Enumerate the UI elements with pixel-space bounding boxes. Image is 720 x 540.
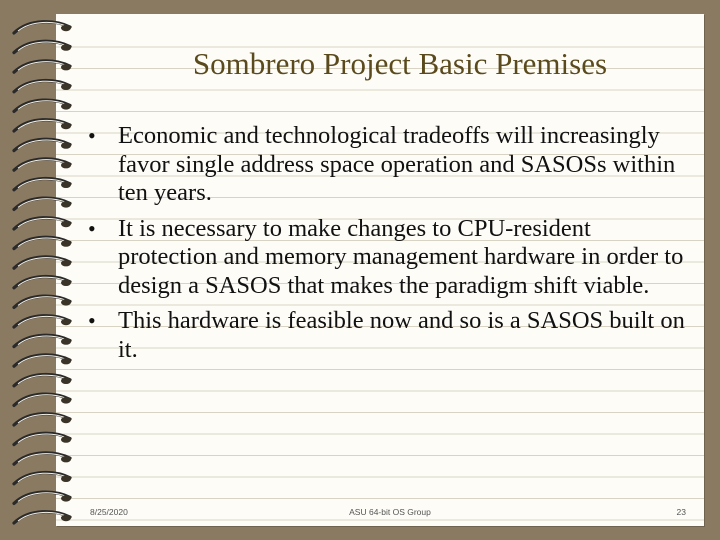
- binding-ring: [14, 355, 71, 366]
- footer-date: 8/25/2020: [90, 507, 128, 517]
- bullet-text: It is necessary to make changes to CPU-resident protection and memory management hardware in order to design a SASOS that makes the paradigm shift viable.: [118, 214, 684, 299]
- binding-ring: [14, 139, 71, 150]
- bullet-icon: •: [88, 308, 96, 333]
- binding-ring: [14, 41, 71, 52]
- spiral-binding-icon: [0, 0, 90, 540]
- binding-ring: [14, 120, 71, 131]
- binding-ring: [14, 433, 71, 444]
- binding-ring: [14, 100, 71, 111]
- bullet-icon: •: [88, 123, 96, 148]
- binding-ring: [14, 61, 71, 72]
- bullet-text: This hardware is feasible now and so is a SASOS built on it.: [118, 307, 685, 363]
- binding-ring: [14, 296, 71, 307]
- binding-ring: [14, 394, 71, 405]
- binding-ring: [14, 492, 71, 503]
- bullet-list: [86, 122, 696, 371]
- binding-ring: [14, 453, 71, 464]
- binding-ring: [14, 374, 71, 385]
- bullet-item: [86, 307, 696, 364]
- binding-ring: [14, 316, 71, 327]
- binding-ring: [14, 80, 71, 91]
- slide-title: Sombrero Project Basic Premises: [192, 46, 608, 81]
- binding-ring: [14, 257, 71, 268]
- footer-center-text: ASU 64-bit OS Group: [349, 507, 431, 517]
- binding-ring: [14, 178, 71, 189]
- binding-ring: [14, 237, 71, 248]
- binding-ring: [14, 198, 71, 209]
- bullet-item: [86, 215, 696, 301]
- binding-ring: [14, 512, 71, 523]
- binding-ring: [14, 218, 71, 229]
- page-number: 23: [676, 507, 686, 517]
- binding-ring: [14, 276, 71, 287]
- bullet-text: Economic and technological tradeoffs will increasingly favor single address space operation and SASOSs within ten years.: [118, 122, 676, 206]
- bullet-item: [86, 122, 696, 208]
- binding-ring: [14, 22, 71, 33]
- binding-ring: [14, 335, 71, 346]
- binding-ring: [14, 414, 71, 425]
- bullet-icon: •: [88, 215, 96, 241]
- binding-ring: [14, 159, 71, 170]
- binding-ring: [14, 472, 71, 483]
